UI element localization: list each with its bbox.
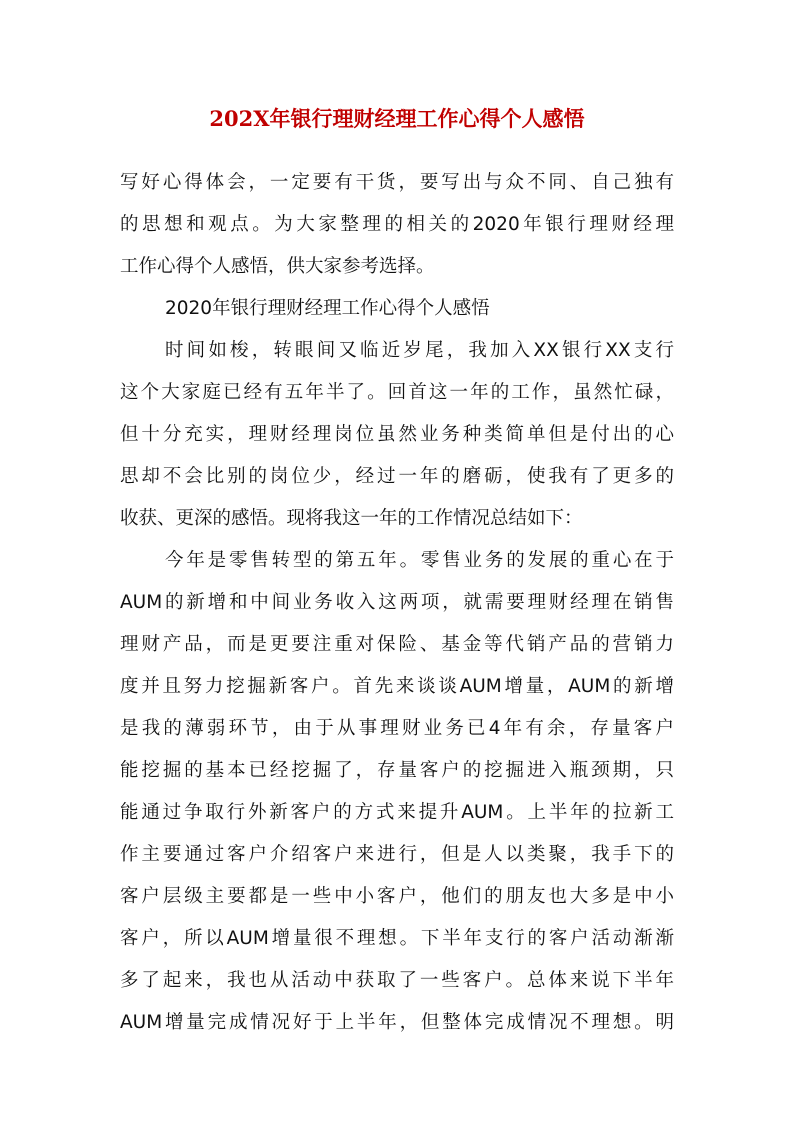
document-body bbox=[120, 162, 674, 1044]
body-line: 能通过争取行外新客户的方式来提升AUM。上半年的拉新工 bbox=[120, 802, 674, 823]
body-line: 工作心得个人感悟，供大家参考选择。 bbox=[120, 256, 435, 277]
body-line: 客户层级主要都是一些中小客户，他们的朋友也大多是中小 bbox=[120, 886, 674, 907]
body-line: 的思想和观点。为大家整理的相关的2020年银行理财经理 bbox=[120, 214, 674, 235]
body-line: 理财产品，而是更要注重对保险、基金等代销产品的营销力 bbox=[120, 634, 674, 655]
body-line: 作主要通过客户介绍客户来进行，但是人以类聚，我手下的 bbox=[120, 844, 674, 865]
body-line: 这个大家庭已经有五年半了。回首这一年的工作，虽然忙碌， bbox=[120, 382, 674, 403]
body-line: 时间如梭，转眼间又临近岁尾，我加入XX银行XX支行 bbox=[165, 340, 674, 361]
body-line: 客户，所以AUM增量很不理想。下半年支行的客户活动渐渐 bbox=[120, 928, 674, 949]
body-line: AUM增量完成情况好于上半年，但整体完成情况不理想。明 bbox=[120, 1012, 674, 1033]
body-line: 多了起来，我也从活动中获取了一些客户。总体来说下半年 bbox=[120, 970, 674, 991]
body-line: 但十分充实，理财经理岗位虽然业务种类简单但是付出的心 bbox=[120, 424, 674, 445]
body-line: 是我的薄弱环节，由于从事理财业务已4年有余，存量客户 bbox=[120, 718, 674, 739]
body-line: 写好心得体会，一定要有干货，要写出与众不同、自己独有 bbox=[120, 172, 674, 193]
body-line: 度并且努力挖掘新客户。首先来谈谈AUM增量，AUM的新增 bbox=[120, 676, 674, 697]
body-line: 思却不会比别的岗位少，经过一年的磨砺，使我有了更多的 bbox=[120, 466, 674, 487]
body-line: 能挖掘的基本已经挖掘了，存量客户的挖掘进入瓶颈期，只 bbox=[120, 760, 674, 781]
body-line: 收获、更深的感悟。现将我这一年的工作情况总结如下： bbox=[120, 508, 583, 529]
section-heading: 2020年银行理财经理工作心得个人感悟 bbox=[165, 298, 490, 319]
document-title: 202X年银行理财经理工作心得个人感悟 bbox=[209, 106, 585, 131]
body-line: AUM的新增和中间业务收入这两项，就需要理财经理在销售 bbox=[120, 592, 674, 613]
body-line: 今年是零售转型的第五年。零售业务的发展的重心在于 bbox=[165, 550, 674, 571]
